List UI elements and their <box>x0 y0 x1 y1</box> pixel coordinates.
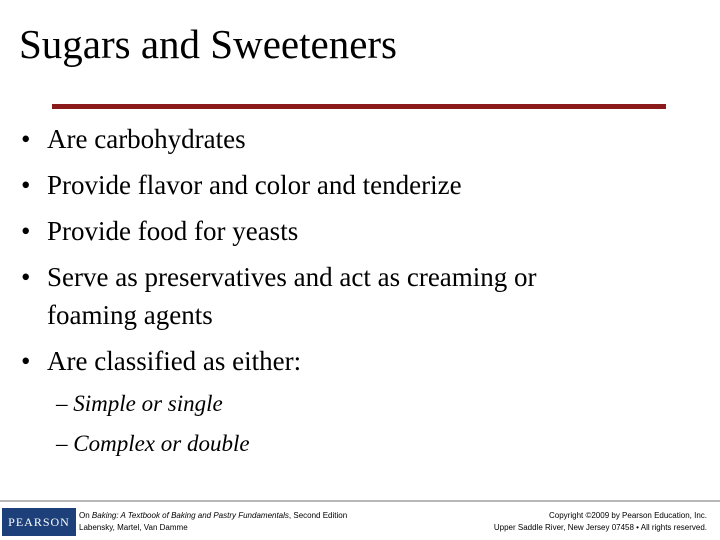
book-citation <box>79 510 347 534</box>
copyright-line: Upper Saddle River, New Jersey 07458 • All rights reserved. <box>493 523 707 532</box>
book-authors: Labensky, Martel, Van Damme <box>79 523 188 532</box>
bullet-text: Are classified as either: <box>47 346 302 376</box>
book-title-line <box>79 510 347 522</box>
bullet-text: Serve as preservatives and act as creaming or <box>47 262 537 292</box>
bullet-dot: • <box>21 346 31 376</box>
book-prefix: On <box>79 511 92 520</box>
bullet-text: Provide flavor and color and tenderize <box>47 170 462 200</box>
bullet-text: foaming agents <box>47 300 213 330</box>
sub-bullet: – Simple or single <box>56 391 223 416</box>
bullet-dot: • <box>21 216 31 246</box>
book-title: Baking: A Textbook of Baking and Pastry Fundamentals <box>91 511 289 520</box>
copyright-notice <box>494 510 707 534</box>
sub-bullet: – Complex or double <box>56 431 250 456</box>
slide-title: Sugars and Sweeteners <box>19 21 398 67</box>
bullet-text: Are carbohydrates <box>47 124 246 154</box>
bullet-text: Provide food for yeasts <box>47 216 299 246</box>
bullet-dot: • <box>21 262 31 292</box>
pearson-logo: PEARSON <box>2 508 76 536</box>
title-underline <box>52 104 666 109</box>
book-edition: , Second Edition <box>288 511 348 520</box>
bullet-dot: • <box>21 124 31 154</box>
bullet-dot: • <box>21 170 31 200</box>
footer-divider <box>0 500 720 502</box>
copyright-line: Copyright ©2009 by Pearson Education, Inc. <box>549 511 707 520</box>
